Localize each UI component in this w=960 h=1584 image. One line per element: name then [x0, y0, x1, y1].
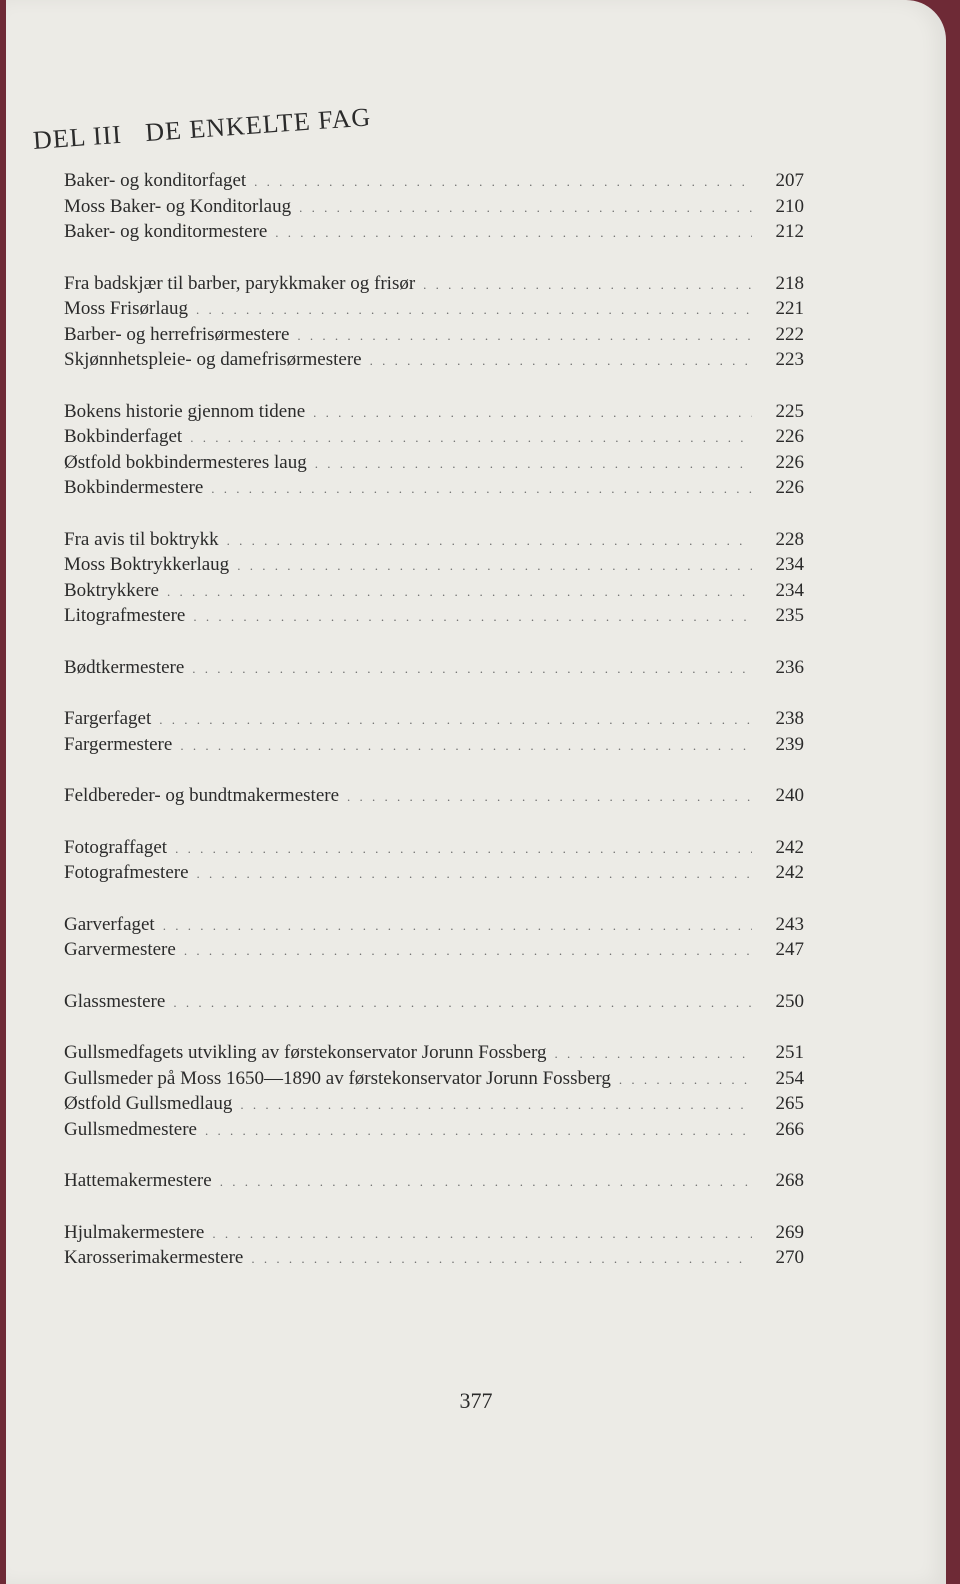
dot-leader: [173, 990, 752, 1016]
dot-leader: [175, 836, 752, 862]
dot-leader: [297, 323, 752, 349]
entry-page-number: 242: [775, 836, 804, 858]
dot-leader: [159, 707, 752, 733]
entry-page-number: 265: [775, 1093, 804, 1114]
toc-entry: [64, 603, 804, 629]
entry-title: Bokbinderfaget: [64, 426, 183, 447]
entry-page-number: 212: [775, 221, 804, 242]
page-number: 377: [459, 1388, 493, 1413]
entry-page-number: 247: [775, 939, 804, 960]
toc-group: [64, 783, 804, 809]
entry-title: Hattemakermestere: [64, 1170, 212, 1191]
dot-leader: [163, 913, 752, 939]
dot-leader: [240, 1092, 752, 1118]
entry-page-number: 226: [775, 477, 804, 498]
toc-entry: [64, 194, 804, 220]
entry-page-number: 221: [775, 298, 804, 319]
toc-group: [64, 399, 804, 501]
toc-entry: [64, 271, 804, 297]
dot-leader: [197, 861, 752, 887]
entry-page-number: 210: [775, 195, 804, 217]
dot-leader: [299, 195, 752, 221]
entry-page-number: 250: [775, 990, 804, 1012]
entry-page-number: 254: [775, 1067, 804, 1089]
entry-title: Fotografmestere: [64, 862, 189, 883]
entry-title: Moss Baker- og Konditorlaug: [64, 195, 292, 217]
toc-entry: [64, 399, 804, 425]
toc-entry: [64, 296, 804, 322]
dot-leader: [251, 1246, 752, 1272]
entry-title: Fra avis til boktrykk: [64, 528, 219, 550]
toc-entry: [64, 989, 804, 1015]
toc-entry: [64, 783, 804, 809]
entry-page-number: 228: [775, 528, 804, 550]
entry-title: Østfold bokbindermesteres laug: [64, 451, 307, 473]
entry-title: Bødtkermestere: [64, 656, 185, 678]
book-page: [6, 0, 946, 1584]
toc-entry: [64, 835, 804, 861]
entry-page-number: 268: [775, 1170, 804, 1191]
toc-entry: [64, 1220, 804, 1246]
entry-title: Baker- og konditorfaget: [64, 170, 247, 191]
toc-entry: [64, 912, 804, 938]
entry-page-number: 266: [775, 1118, 804, 1140]
toc-entry: [64, 732, 804, 758]
entry-page-number: 223: [775, 349, 804, 370]
entry-page-number: 218: [775, 272, 804, 294]
dot-leader: [184, 938, 752, 964]
toc-entry: [64, 1245, 804, 1271]
entry-title: Fotograffaget: [64, 836, 168, 858]
entry-title: Hjulmakermestere: [64, 1221, 205, 1243]
toc-entry: [64, 552, 804, 578]
toc-entry: [64, 1168, 804, 1194]
entry-title: Bokens historie gjennom tidene: [64, 400, 306, 422]
toc-entry: [64, 1066, 804, 1092]
dot-leader: [193, 604, 752, 630]
part-heading: [32, 102, 372, 156]
entry-page-number: 242: [775, 862, 804, 883]
dot-leader: [555, 1041, 753, 1067]
entry-title: Moss Boktrykkerlaug: [64, 554, 230, 575]
dot-leader: [423, 272, 752, 298]
entry-title: Bokbindermestere: [64, 477, 204, 498]
part-number: DEL III: [32, 119, 123, 155]
toc-entry: [64, 1091, 804, 1117]
entry-title: Litografmestere: [64, 605, 186, 626]
toc-group: [64, 527, 804, 629]
dot-leader: [205, 1118, 752, 1144]
toc-entry: [64, 475, 804, 501]
toc-entry: [64, 706, 804, 732]
toc-entry: [64, 219, 804, 245]
dot-leader: [180, 733, 752, 759]
toc-group: [64, 835, 804, 886]
toc-entry: [64, 860, 804, 886]
entry-page-number: 207: [775, 170, 804, 191]
toc-entry: [64, 347, 804, 373]
entry-page-number: 270: [775, 1247, 804, 1268]
entry-title: Moss Frisørlaug: [64, 298, 189, 319]
entry-title: Glassmestere: [64, 990, 166, 1012]
entry-page-number: 235: [775, 605, 804, 626]
dot-leader: [192, 656, 752, 682]
entry-title: Garvermestere: [64, 939, 176, 960]
dot-leader: [190, 425, 752, 451]
entry-title: Boktrykkere: [64, 579, 159, 601]
entry-page-number: 240: [775, 785, 804, 806]
toc-group: [64, 655, 804, 681]
entry-page-number: 225: [775, 400, 804, 422]
entry-title: Barber- og herrefrisørmestere: [64, 323, 290, 345]
entry-page-number: 226: [775, 426, 804, 447]
entry-page-number: 251: [775, 1042, 804, 1063]
dot-leader: [211, 476, 752, 502]
entry-page-number: 234: [775, 554, 804, 575]
toc-entry: [64, 450, 804, 476]
dot-leader: [619, 1067, 752, 1093]
entry-title: Skjønnhetspleie- og damefrisørmestere: [64, 349, 362, 370]
toc-entry: [64, 322, 804, 348]
dot-leader: [196, 297, 752, 323]
entry-title: Garverfaget: [64, 913, 155, 935]
table-of-contents: [64, 168, 804, 1297]
toc-entry: [64, 937, 804, 963]
entry-title: Baker- og konditormestere: [64, 221, 268, 242]
dot-leader: [315, 451, 752, 477]
toc-entry: [64, 578, 804, 604]
entry-title: Fargerfaget: [64, 708, 152, 729]
entry-title: Østfold Gullsmedlaug: [64, 1093, 233, 1114]
toc-group: [64, 271, 804, 373]
toc-entry: [64, 424, 804, 450]
dot-leader: [370, 348, 752, 374]
entry-title: Feldbereder- og bundtmakermestere: [64, 785, 340, 806]
dot-leader: [237, 553, 752, 579]
dot-leader: [227, 528, 752, 554]
toc-entry: [64, 168, 804, 194]
entry-title: Karosserimakermestere: [64, 1247, 244, 1268]
toc-group: [64, 706, 804, 757]
toc-group: [64, 989, 804, 1015]
toc-entry: [64, 1040, 804, 1066]
toc-entry: [64, 1117, 804, 1143]
entry-page-number: 226: [775, 451, 804, 473]
entry-page-number: 243: [775, 913, 804, 935]
entry-page-number: 269: [775, 1221, 804, 1243]
toc-group: [64, 1220, 804, 1271]
dot-leader: [212, 1221, 752, 1247]
dot-leader: [220, 1169, 752, 1195]
entry-page-number: 222: [775, 323, 804, 345]
part-title: DE ENKELTE FAG: [144, 102, 373, 148]
entry-title: Fra badskjær til barber, parykkmaker og frisør: [64, 272, 416, 294]
dot-leader: [347, 784, 752, 810]
dot-leader: [167, 579, 752, 605]
entry-title: Fargermestere: [64, 733, 173, 755]
dot-leader: [254, 169, 752, 195]
toc-group: [64, 1040, 804, 1142]
entry-page-number: 234: [775, 579, 804, 601]
entry-title: Gullsmeder på Moss 1650—1890 av førstekonservator Jorunn Fossberg: [64, 1067, 611, 1089]
dot-leader: [313, 400, 752, 426]
toc-entry: [64, 527, 804, 553]
toc-group: [64, 1168, 804, 1194]
dot-leader: [275, 220, 752, 246]
entry-page-number: 239: [775, 733, 804, 755]
entry-title: Gullsmedmestere: [64, 1118, 197, 1140]
entry-page-number: 236: [775, 656, 804, 678]
toc-entry: [64, 655, 804, 681]
toc-group: [64, 912, 804, 963]
toc-group: [64, 168, 804, 245]
entry-title: Gullsmedfagets utvikling av førstekonservator Jorunn Fossberg: [64, 1042, 547, 1063]
entry-page-number: 238: [775, 708, 804, 729]
